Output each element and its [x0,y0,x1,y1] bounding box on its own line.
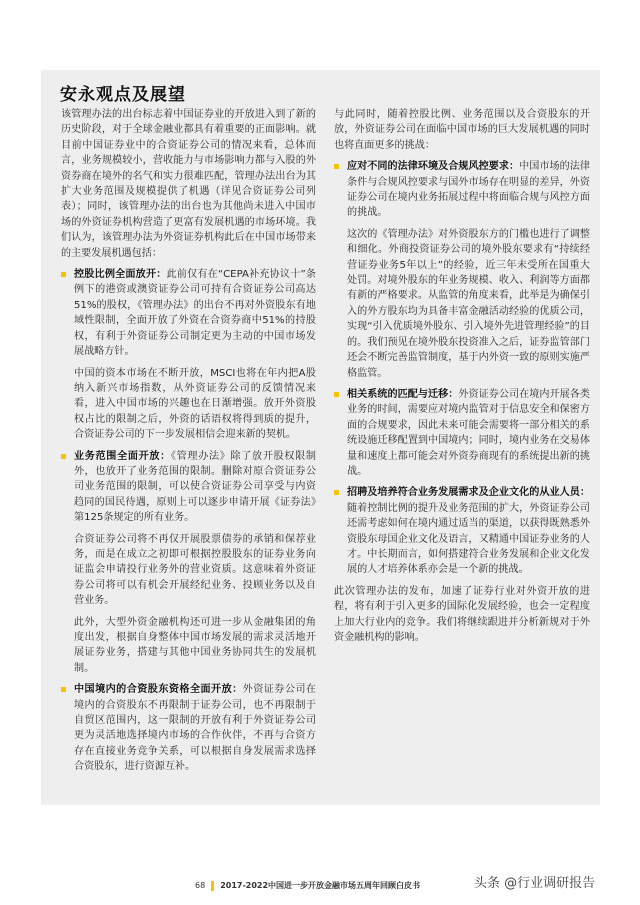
bullet-sub-paragraph: 此外，大型外资金融机构还可进一步从金融集团的角度出发，根据自身整体中国市场发展的需求灵活地开展证券业务，搭建与其他中国业务协同共生的发展机制。 [74,616,316,674]
bullet-sub-paragraph: 中国的资本市场在不断开放，MSCI也将在年内把A股纳入新兴市场指数，从外资证券公司的反馈情况来看，进入中国市场的兴趣也在日渐增强。放开外资股权占比的限制之后，外资的话语权将得到质的提升，合资证券公司的下一步发展相信会迎来新的契机。 [74,367,316,441]
bullet-title: 招聘及培养符合业务发展需求及企业文化的从业人员： [347,487,590,499]
bullet-title: 控股比例全面放开： [74,269,167,281]
footer-divider [211,881,214,891]
bullet-item [61,682,316,774]
intro-paragraph: 该管理办法的出台标志着中国证券业的开放进入到了新的历史阶段，对于全球金融业都具有着重要的正面影响。就目前中国证券业中的合资证券公司的情况来看，总体而言，业务规模较小，营收能力与市场影响力都与入股的外资券商在境外的名气和实力很难匹配，管理办法出台为其扩大业务范围及规模提供了机遇（详见合资证券公司列表）；同时，该管理办法的出台也为其他尚未进入中国市场的外资证券机构营造了更富有发展机遇的市场环境。我们认为，该管理办法为外资证券机构此后在中国市场带来的主要发展机遇包括： [61,109,316,259]
footer-title: 2017-2022中国进一步开放金融市场五周年回顾白皮书 [220,881,421,890]
bullet-square-icon [61,454,66,459]
section-heading: 安永观点及展望 [60,85,186,105]
bullet-sub-paragraph: 这次的《管理办法》对外资股东方的门槛也进行了调整和细化。外商投资证券公司的境外股东要求有“持续经营证券业务5年以上”的经验，近三年未受所在国重大处罚。对境外股东的年业务规模、收入、利润等方面都有新的严格要求。从监管的角度来看，此举是为确保引入的外方股东均为具备丰富金融活动经验的优质公司，实现“引入优质境外股东、引入境外先进管理经验”的目的。我们预见在境外股东投资准入之后，证券监管部门还会不断完善监管制度，基于内外资一致的原则实施严格监管。 [347,228,590,379]
bullet-item [334,387,590,479]
bullet-text: 此前仅有在“CEPA补充协议十”条例下的港资或澳资证券公司可持有合资证券公司高达51%的股权，《管理办法》的出台不再对外资股东有地域性限制，全面开放了外资在合资券商中51%的持股权，有利于外资证券公司制定更为主动的中国市场发展战略方针。 [74,269,316,358]
bullet-square-icon [334,392,339,397]
bullet-square-icon [61,687,66,692]
bullet-item [61,267,316,359]
page-footer [195,880,420,891]
bullet-item [61,449,316,526]
right-column [334,107,590,651]
left-column [61,107,316,781]
bullet-title: 应对不同的法律环境及合规风控要求： [347,161,520,173]
bullet-text: 外资证券公司在境内的合资股东不再限制于证券公司，也不再限制于自贸区范围内，这一限制的开放有利于外资证券公司更为灵活地选择境内市场的合作伙伴，不再与合资方存在直接业务竞争关系，可以根据自身发展需求选择合资股东，进行资源互补。 [74,684,317,773]
bullet-text: 随着控制比例的提升及业务范围的扩大，外资证券公司还需考虑如何在境内通过适当的渠道，以获得既熟悉外资股东母国企业文化及语言，又精通中国证券业务的人才。中长期而言，如何搭建符合业务发展和企业文化发展的人才培养体系亦会是一个新的挑战。 [347,502,590,576]
bullet-title: 业务范围全面开放： [74,450,171,462]
watermark: 头条 @行业调研报告 [474,876,596,891]
bullet-text: 《管理办法》除了放开股权限制外，也放开了业务范围的限制。删除对原合资证券公司业务范围的限制，可以使合资证券公司享受与内资趋同的国民待遇，原则上可以逐步申请开展《证券法》第125条规定的所有业务。 [74,450,316,524]
bullet-square-icon [61,272,66,277]
bullet-title: 中国境内的合资股东资格全面开放： [74,684,243,696]
closing-paragraph: 此次管理办法的发布，加速了证券行业对外资开放的进程，将有利于引入更多的国际化发展经验，也会一定程度上加大行业内的竞争。我们将继续跟进并分析新规对于外资金融机构的影响。 [334,585,590,643]
bullet-item [334,485,590,577]
bullet-square-icon [334,164,339,169]
bullet-square-icon [334,490,339,495]
bullet-text: 外资证券公司在境内开展各类业务的时间，需要应对境内监管对于信息安全和保密方面的合规要求，因此未来可能会需要将一部分相关的系统设施迁移配置到中国境内；同时，境内业务在交易体量和速度上都可能会对外资券商现有的系统提出新的挑战。 [347,388,590,477]
bullet-item [334,159,590,221]
bullet-text: 中国市场的法律条件与合规风控要求与国外市场存在明显的差异，外资证券公司在境内业务拓展过程中将面临合规与风控方面的挑战。 [347,161,591,219]
intro-paragraph: 与此同时，随着控股比例、业务范围以及合资股东的开放，外资证券公司在面临中国市场的巨大发展机遇的同时也将直面更多的挑战： [334,109,590,151]
bullet-sub-paragraph: 合资证券公司将不再仅开展股票债券的承销和保荐业务，而是在成立之初即可根据控股股东的证券业务向证监会申请投行业务外的营业资质。这意味着外资证券公司将可以有机会开展经纪业务、投顾业务以及自营业务。 [74,533,316,607]
bullet-title: 相关系统的匹配与迁移： [347,388,459,400]
page-number: 68 [195,881,206,890]
